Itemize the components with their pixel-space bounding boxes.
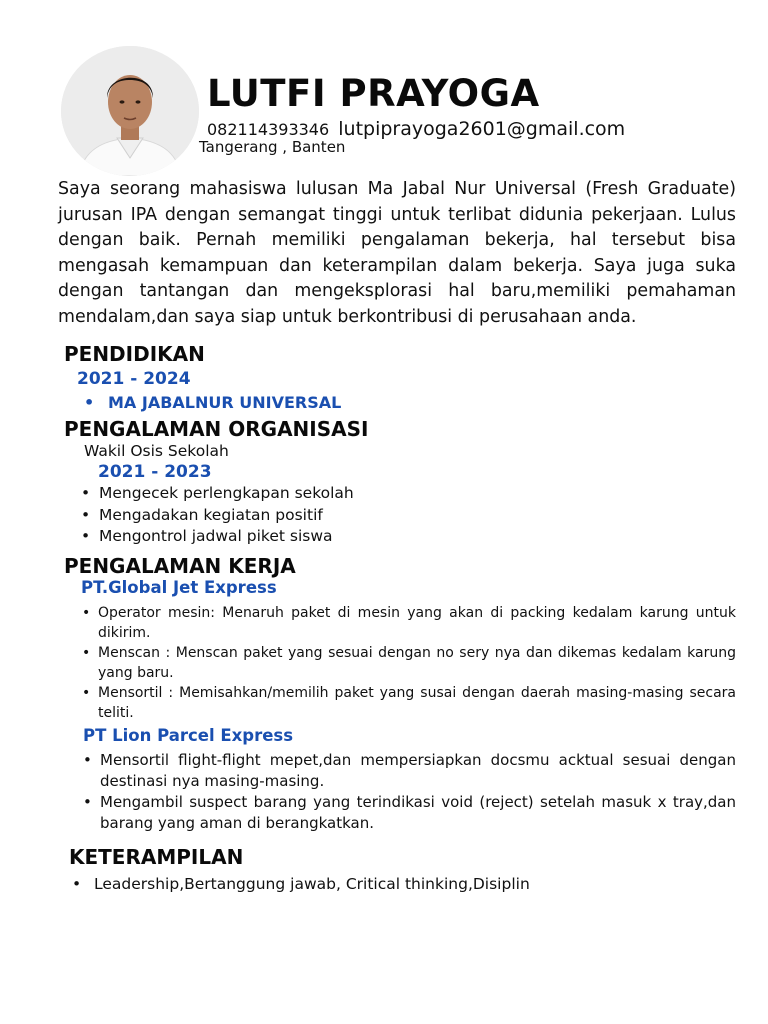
- list-item: • Mensortil flight-flight mepet,dan mempersiapkan docsmu acktual sesuai dengan destinasi nya masing-masing.: [80, 750, 736, 792]
- list-item: [84, 392, 341, 413]
- list-item: • Operator mesin: Menaruh paket di mesin yang akan di packing kedalam karung untuk dikirim.: [80, 603, 736, 643]
- list-item: • Mengambil suspect barang yang terindikasi void (reject) setelah masuk x tray,dan barang yang aman di berangkatkan.: [80, 792, 736, 834]
- list-item: • Mengecek perlengkapan sekolah: [77, 483, 354, 505]
- list-item: • Mensortil : Memisahkan/memilih paket yang susai dengan daerah masing-masing secara teliti.: [80, 683, 736, 723]
- education-heading: PENDIDIKAN: [64, 342, 205, 366]
- skill-text: Leadership,Bertanggung jawab, Critical thinking,Disiplin: [94, 875, 530, 893]
- email-address: lutpiprayoga2601@gmail.com: [338, 118, 626, 140]
- job-duties-list: [80, 603, 736, 723]
- work-heading: PENGALAMAN KERJA: [64, 554, 296, 578]
- education-period: 2021 - 2024: [77, 369, 191, 389]
- company-name: PT Lion Parcel Express: [83, 726, 294, 745]
- location: Tangerang , Banten: [199, 138, 346, 156]
- school-name: MA JABALNUR UNIVERSAL: [108, 393, 342, 412]
- job-duties-list: [80, 750, 736, 834]
- bullet-icon: •: [72, 875, 82, 893]
- organization-heading: PENGALAMAN ORGANISASI: [64, 417, 369, 441]
- list-item: • Menscan : Menscan paket yang sesuai dengan no sery nya dan dikemas kedalam karung yang baru.: [80, 643, 736, 683]
- list-item: [72, 874, 530, 895]
- organization-list: [77, 483, 354, 548]
- organization-period: 2021 - 2023: [98, 462, 212, 482]
- company-name: PT.Global Jet Express: [81, 578, 277, 597]
- candidate-name: LUTFI PRAYOGA: [207, 72, 540, 115]
- organization-role: Wakil Osis Sekolah: [84, 442, 229, 460]
- contact-line: [207, 118, 625, 140]
- phone-number: 082114393346: [207, 120, 330, 139]
- profile-summary: Saya seorang mahasiswa lulusan Ma Jabal Nur Universal (Fresh Graduate) jurusan IPA dengan semangat tinggi untuk terlibat didunia pekerjaan. Lulus dengan baik. Pernah memiliki pengalaman bekerja, hal tersebut bisa mengasah kemampuan dan keterampilan dalam bekerja. Saya juga suka dengan tantangan dan mengeksplorasi hal baru,memiliki pemahaman mendalam,dan saya siap untuk berkontribusi di perusahaan anda.: [58, 179, 736, 327]
- skills-heading: KETERAMPILAN: [69, 845, 244, 869]
- education-list: [84, 392, 341, 413]
- profile-photo: [61, 46, 199, 176]
- list-item: • Mengontrol jadwal piket siswa: [77, 526, 354, 548]
- skills-list: [72, 874, 530, 895]
- list-item: • Mengadakan kegiatan positif: [77, 505, 354, 527]
- person-portrait-icon: [61, 46, 199, 176]
- bullet-icon: •: [84, 393, 95, 412]
